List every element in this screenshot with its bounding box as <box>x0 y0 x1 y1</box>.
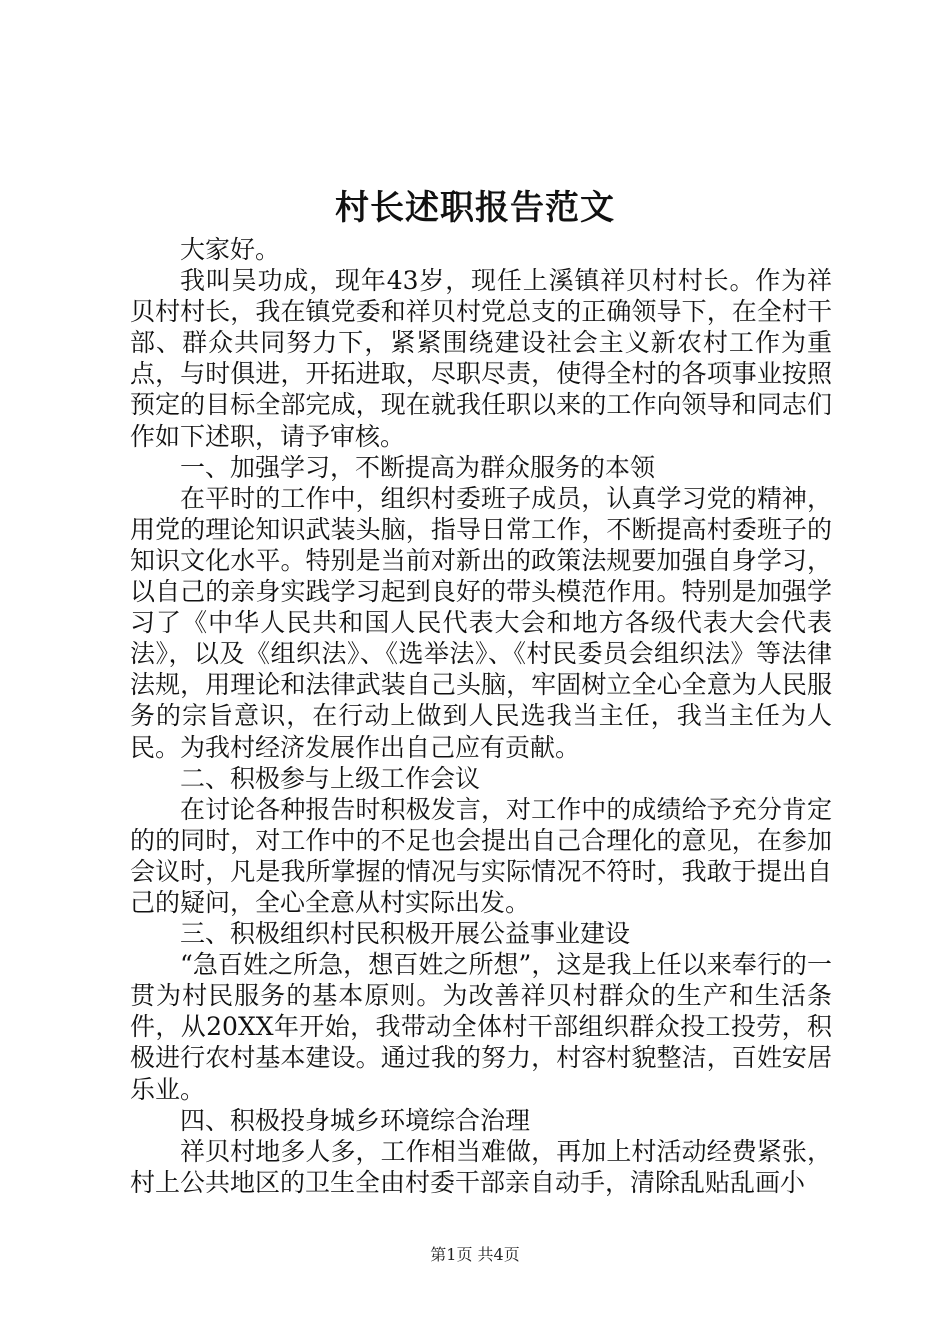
section-heading-2: 二、积极参与上级工作会议 <box>180 763 481 793</box>
paragraph-section-3: “急百姓之所急，想百姓之所想”，这是我上任以来奉行的一贯为村民服务的基本原则。为改善祥贝村群众的生产和生活条件，从20XX年开始，我带动全体村干部组织群众投工投劳，积极进行农村基本建设。通过我的努力，村容村貌整洁，百姓安居乐业。 <box>130 950 832 1104</box>
section-heading-4: 四、积极投身城乡环境综合治理 <box>180 1105 531 1135</box>
document-body <box>130 234 832 1198</box>
paragraph-section-1: 在平时的工作中，组织村委班子成员，认真学习党的精神，用党的理论知识武装头脑，指导日常工作，不断提高村委班子的知识文化水平。特别是当前对新出的政策法规要加强自身学习，以自己的亲身实践学习起到良好的带头模范作用。特别是加强学习了《中华人民共和国人民代表大会和地方各级代表大会代表法》，以及《组织法》、《选举法》、《村民委员会组织法》等法律法规，用理论和法律武装自己头脑，牢固树立全心全意为人民服务的宗旨意识，在行动上做到人民选我当主任，我当主任为人民。为我村经济发展作出自己应有贡献。 <box>130 483 832 762</box>
paragraph-greeting: 大家好。 <box>180 235 281 264</box>
paragraph-section-2: 在讨论各种报告时积极发言，对工作中的成绩给予充分肯定的的同时，对工作中的不足也会提出自己合理化的意见，在参加会议时，凡是我所掌握的情况与实际情况不符时，我敢于提出自己的疑问，全心全意从村实际出发。 <box>130 794 832 917</box>
section-heading-3: 三、积极组织村民积极开展公益事业建设 <box>180 919 631 949</box>
paragraph-introduction: 我叫吴功成，现年43岁，现任上溪镇祥贝村村长。作为祥贝村村长，我在镇党委和祥贝村党总支的正确领导下，在全村干部、群众共同努力下，紧紧围绕建设社会主义新农村工作为重点，与时俱进，开拓进取，尽职尽责，使得全村的各项事业按照预定的目标全部完成，现在就我任职以来的工作向领导和同志们作如下述职，请予审核。 <box>130 266 832 451</box>
paragraph-section-4: 祥贝村地多人多，工作相当难做，再加上村活动经费紧张，村上公共地区的卫生全由村委干部亲自动手，清除乱贴乱画小 <box>130 1136 832 1197</box>
document-title: 村长述职报告范文 <box>335 188 615 228</box>
page-number-footer: 第1页 共4页 <box>430 1245 520 1264</box>
section-heading-1: 一、加强学习，不断提高为群众服务的本领 <box>180 452 656 482</box>
